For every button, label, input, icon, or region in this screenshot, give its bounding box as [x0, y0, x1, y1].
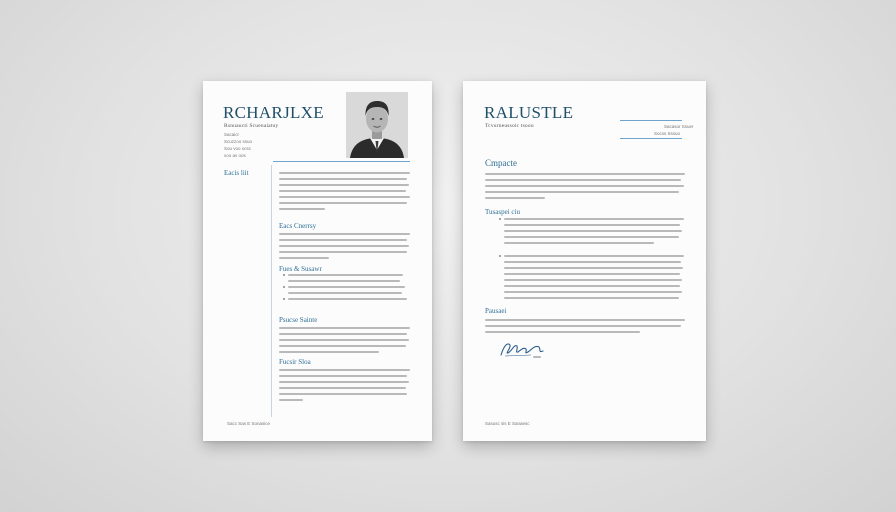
resume-section-title: Eacis liit	[224, 169, 249, 177]
resume-header-rule	[273, 161, 410, 162]
letter-contact-1: Sacasor Ssuer	[664, 124, 694, 129]
letter-header-rule-2	[620, 138, 682, 139]
letter-contact-2: Socss Sssuo	[654, 131, 681, 136]
resume-contact-3: Sou voo xcss	[224, 146, 251, 151]
resume-section-title: Eacs Cnerrsy	[279, 222, 317, 230]
letter-name: RALUSTLE	[484, 103, 574, 122]
resume-footer: Sacc Sas E Sonasice	[227, 421, 271, 426]
letter-section-title: Tusaspei ciu	[485, 208, 520, 216]
resume-section-title: Fues & Susawr	[279, 265, 322, 273]
resume-page	[203, 81, 432, 441]
resume-contact-1: Sacaicr	[224, 132, 240, 137]
letter-subtitle: Tcvurneussoic tsoou	[485, 123, 534, 129]
resume-contact-2: Scuzzoo ssuo	[224, 139, 253, 144]
resume-section-title: Psucse Sainte	[279, 316, 318, 324]
resume-subtitle: Rsnuaucti Scuenaiatuy	[224, 123, 279, 129]
letter-header-rule	[620, 120, 682, 121]
cover-letter-page	[463, 81, 706, 441]
portrait-photo	[346, 92, 408, 158]
resume-contact-4: voo av oos	[224, 153, 246, 158]
resume-column-divider	[271, 165, 272, 417]
resume-section-title: Fucsir Sloa	[279, 358, 311, 366]
letter-footer: Sasusc sis E Sanaesc	[485, 421, 530, 426]
letter-greeting: Cmpacte	[485, 158, 517, 168]
letter-section-title: Pausaei	[485, 307, 507, 315]
resume-name: RCHARJLXE	[223, 103, 324, 122]
